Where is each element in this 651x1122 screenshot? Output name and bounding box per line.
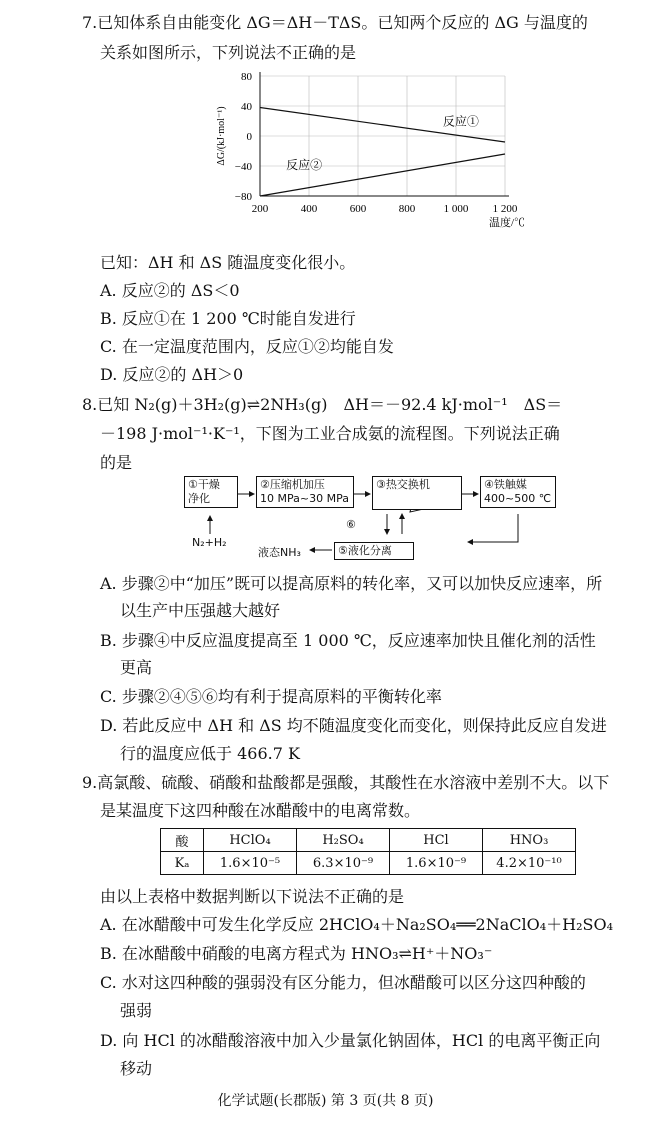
- table-cell: Kₐ: [161, 852, 204, 875]
- x-tick-label: 200: [251, 203, 269, 215]
- table-row: [161, 852, 576, 875]
- flow-step-catalyst-line1: ④铁触媒: [484, 478, 527, 491]
- flow-step-compress-line2: 10 MPa~30 MPa: [260, 492, 349, 505]
- q8-stem-line2: －198 J·mol⁻¹·K⁻¹，下图为工业合成氨的流程图。下列说法正确: [100, 424, 560, 443]
- page-footer: 化学试题(长郡版) 第 3 页(共 8 页): [217, 1093, 434, 1109]
- ammonia-flowchart: [182, 470, 557, 568]
- q8-option-b-cont: 更高: [120, 658, 153, 677]
- table-cell: 酸: [161, 829, 204, 852]
- table-cell: H₂SO₄: [297, 829, 390, 852]
- flow-step-compress: [256, 476, 354, 508]
- q8-option-d-cont: 行的温度应低于 466.7 K: [120, 744, 300, 763]
- flow-step-dry-line2: 净化: [188, 492, 210, 505]
- x-tick-label: 400: [300, 203, 318, 215]
- flow-output-label: 液态NH₃: [258, 546, 301, 559]
- q8-option-a-cont: 以生产中压强越大越好: [120, 601, 281, 620]
- q7-option-d: D. 反应②的 ΔH＞0: [100, 365, 244, 384]
- q9-option-a: A. 在冰醋酸中可发生化学反应 2HClO₄＋Na₂SO₄══2NaClO₄＋H₂SO₄: [100, 915, 614, 934]
- table-row: [161, 829, 576, 852]
- flow-step-compress-line1: ②压缩机加压: [260, 478, 325, 491]
- table-cell: 4.2×10⁻¹⁰: [483, 852, 576, 875]
- x-axis-label: 温度/℃: [488, 217, 526, 229]
- x-tick-label: 800: [398, 203, 416, 215]
- flow-step-heat-exchanger: [372, 476, 462, 510]
- flow-step-catalyst: [480, 476, 556, 508]
- q9-option-c: C. 水对这四种酸的强弱没有区分能力，但冰醋酸可以区分这四种酸的: [100, 973, 586, 992]
- y-tick-label: −40: [234, 161, 252, 173]
- q9-option-d: D. 向 HCl 的冰醋酸溶液中加入少量氯化钠固体，HCl 的电离平衡正向: [100, 1031, 601, 1050]
- y-tick-label: 0: [246, 131, 252, 143]
- q9-option-d-cont: 移动: [120, 1059, 153, 1078]
- table-cell: HNO₃: [483, 829, 576, 852]
- flow-step-dry: [184, 476, 238, 508]
- q9-lead: 由以上表格中数据判断以下说法不正确的是: [100, 887, 405, 906]
- q7-option-b: B. 反应①在 1 200 ℃时能自发进行: [100, 309, 356, 328]
- flow-step-liquefy: [334, 542, 414, 560]
- delta-g-chart: [210, 68, 530, 248]
- series-label: 反应①: [442, 114, 479, 129]
- q9-option-c-cont: 强弱: [120, 1001, 153, 1020]
- ka-table: [160, 828, 576, 875]
- table-cell: HClO₄: [204, 829, 297, 852]
- y-tick-label: −80: [234, 191, 252, 203]
- table-cell: HCl: [390, 829, 483, 852]
- flow-step-recycle-label: ⑥: [346, 518, 356, 531]
- q8-option-d: D. 若此反应中 ΔH 和 ΔS 均不随温度变化而变化，则保持此反应自发进: [100, 716, 607, 735]
- q7-stem-line1: 7.已知体系自由能变化 ΔG＝ΔH－TΔS。已知两个反应的 ΔG 与温度的: [82, 13, 588, 32]
- q9-stem-line1: 9.高氯酸、硫酸、硝酸和盐酸都是强酸，其酸性在水溶液中差别不大。以下: [82, 773, 610, 792]
- q7-given: 已知：ΔH 和 ΔS 随温度变化很小。: [100, 253, 356, 272]
- flow-step-liquefy-label: ⑤液化分离: [338, 544, 392, 557]
- q8-stem-line1: 8.已知 N₂(g)＋3H₂(g)⇌2NH₃(g) ΔH＝－92.4 kJ·mol⁻¹ ΔS＝: [82, 395, 563, 414]
- q7-option-a: A. 反应②的 ΔS＜0: [100, 281, 240, 300]
- y-tick-label: 40: [241, 101, 252, 113]
- q9-stem-line2: 是某温度下这四种酸在冰醋酸中的电离常数。: [100, 801, 421, 820]
- chart-layer: [216, 71, 525, 229]
- x-tick-label: 1 000: [443, 203, 469, 215]
- flow-step-catalyst-line2: 400~500 ℃: [484, 492, 552, 505]
- series-label: 反应②: [286, 158, 323, 172]
- q7-option-c: C. 在一定温度范围内，反应①②均能自发: [100, 337, 394, 356]
- table-cell: 1.6×10⁻⁹: [390, 852, 483, 875]
- q9-option-b: B. 在冰醋酸中硝酸的电离方程式为 HNO₃⇌H⁺＋NO₃⁻: [100, 944, 493, 963]
- q8-option-c: C. 步骤②④⑤⑥均有利于提高原料的平衡转化率: [100, 687, 442, 706]
- q8-stem-line3: 的是: [100, 453, 133, 472]
- y-tick-label: 80: [241, 71, 252, 83]
- table-cell: 1.6×10⁻⁵: [204, 852, 297, 875]
- x-tick-label: 1 200: [492, 203, 518, 215]
- q8-option-b: B. 步骤④中反应温度提高至 1 000 ℃，反应速率加快且催化剂的活性: [100, 631, 596, 650]
- q8-option-a: A. 步骤②中“加压”既可以提高原料的转化率，又可以加快反应速率，所: [100, 574, 603, 593]
- flow-step-dry-line1: ①干燥: [188, 478, 220, 491]
- table-cell: 6.3×10⁻⁹: [297, 852, 390, 875]
- y-axis-label: ΔG/(kJ·mol⁻¹): [216, 106, 227, 166]
- q7-stem-line2: 关系如图所示，下列说法不正确的是: [100, 43, 357, 62]
- flow-step-heat-exchanger-label: ③热交换机: [376, 478, 430, 491]
- x-tick-label: 600: [349, 203, 367, 215]
- flow-input-label: N₂+H₂: [192, 536, 227, 549]
